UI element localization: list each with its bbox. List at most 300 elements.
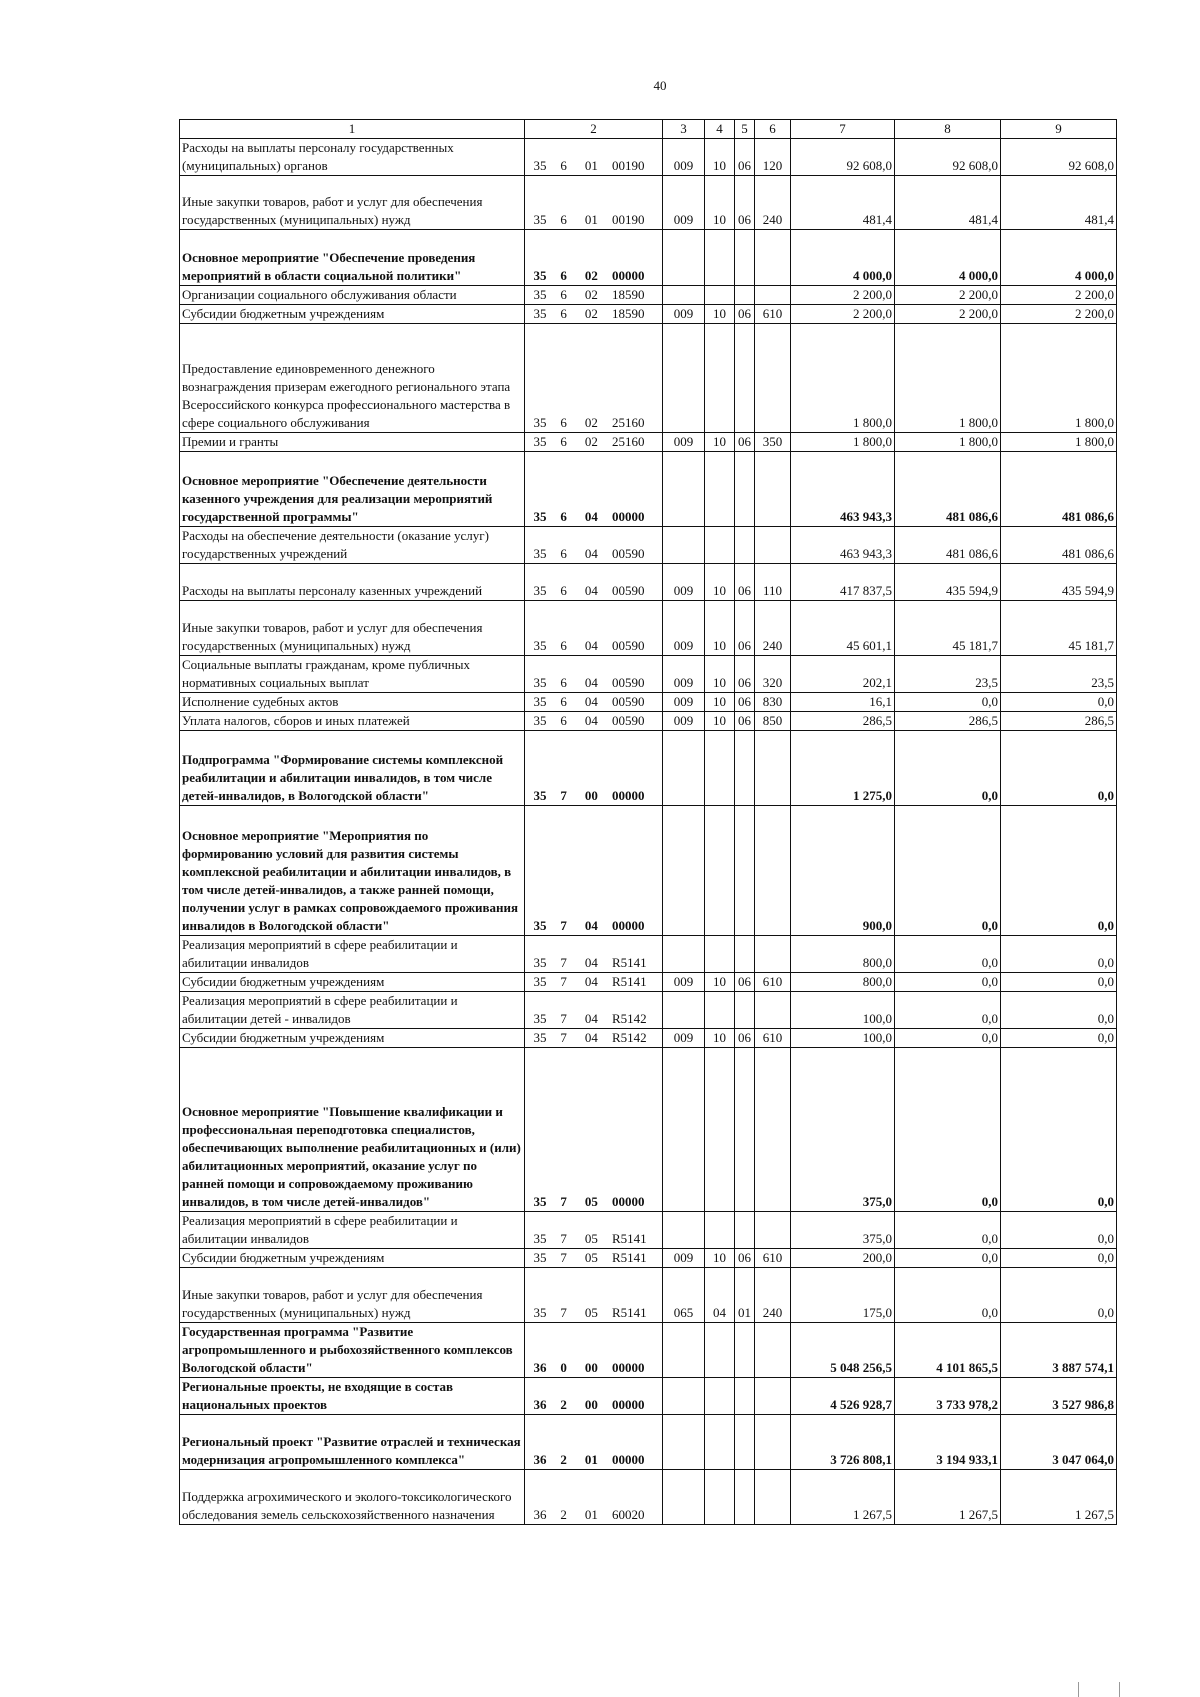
row-target-code <box>525 176 663 230</box>
row-amount-year2: 2 200,0 <box>895 286 1001 305</box>
row-target-code <box>525 564 663 601</box>
row-name: Поддержка агрохимического и эколого-токсикологического обследования земель сельскохозяйственного назначения <box>180 1470 525 1525</box>
target-code-part: 05 <box>584 1305 598 1320</box>
target-code-parts <box>525 1304 662 1322</box>
target-code-part: 00190 <box>611 158 645 173</box>
target-code-part: 00000 <box>611 509 645 524</box>
row-section: 10 <box>705 1249 735 1268</box>
target-code-part: 7 <box>560 974 567 989</box>
header-cell: 2 <box>525 120 663 139</box>
row-subsection <box>735 1415 755 1470</box>
row-section <box>705 1470 735 1525</box>
table-row <box>180 1378 1117 1415</box>
row-grbs: 009 <box>663 305 705 324</box>
row-amount-year2: 4 101 865,5 <box>895 1323 1001 1378</box>
row-amount-year2: 286,5 <box>895 712 1001 731</box>
row-amount-year1: 900,0 <box>791 806 895 936</box>
row-name: Субсидии бюджетным учреждениям <box>180 973 525 992</box>
target-code-parts <box>525 787 662 805</box>
row-amount-year3: 3 047 064,0 <box>1001 1415 1117 1470</box>
target-code-parts <box>525 545 662 563</box>
row-name: Социальные выплаты гражданам, кроме публичных нормативных социальных выплат <box>180 656 525 693</box>
row-grbs: 009 <box>663 973 705 992</box>
row-amount-year3: 45 181,7 <box>1001 601 1117 656</box>
row-name: Предоставление единовременного денежного вознаграждения призерам ежегодного регионального этапа Всероссийского конкурса профессионального мастерства в сфере социального обслуживания <box>180 324 525 433</box>
row-expense-type <box>755 1378 791 1415</box>
target-code-parts <box>525 693 662 711</box>
row-expense-type: 240 <box>755 601 791 656</box>
target-code-part: 35 <box>533 638 547 653</box>
target-code-part: 36 <box>533 1507 547 1522</box>
row-grbs <box>663 230 705 286</box>
target-code-part: 35 <box>533 212 547 227</box>
target-code-parts <box>525 508 662 526</box>
row-name: Исполнение судебных актов <box>180 693 525 712</box>
row-section: 10 <box>705 601 735 656</box>
row-section <box>705 230 735 286</box>
row-section <box>705 452 735 527</box>
target-code-part: 6 <box>560 546 567 561</box>
row-target-code <box>525 433 663 452</box>
row-amount-year1: 375,0 <box>791 1048 895 1212</box>
target-code-part: 01 <box>584 1507 598 1522</box>
row-target-code <box>525 1268 663 1323</box>
row-amount-year2: 0,0 <box>895 806 1001 936</box>
target-code-part: 02 <box>584 287 598 302</box>
target-code-parts <box>525 1359 662 1377</box>
target-code-part: 35 <box>533 974 547 989</box>
target-code-part: 00000 <box>611 918 645 933</box>
row-section <box>705 1378 735 1415</box>
row-grbs <box>663 1470 705 1525</box>
row-amount-year1: 5 048 256,5 <box>791 1323 895 1378</box>
row-subsection: 06 <box>735 305 755 324</box>
row-expense-type: 350 <box>755 433 791 452</box>
row-section: 10 <box>705 712 735 731</box>
row-subsection: 06 <box>735 601 755 656</box>
target-code-part: 04 <box>584 918 598 933</box>
target-code-part: 04 <box>584 1030 598 1045</box>
row-amount-year2: 3 733 978,2 <box>895 1378 1001 1415</box>
target-code-part: 00000 <box>611 1397 645 1412</box>
row-amount-year3: 0,0 <box>1001 1048 1117 1212</box>
header-cell: 5 <box>735 120 755 139</box>
table-row <box>180 286 1117 305</box>
row-name: Региональные проекты, не входящие в состав национальных проектов <box>180 1378 525 1415</box>
row-amount-year3: 481,4 <box>1001 176 1117 230</box>
row-amount-year2: 0,0 <box>895 1048 1001 1212</box>
target-code-part: 2 <box>560 1507 567 1522</box>
row-section <box>705 936 735 973</box>
row-subsection: 06 <box>735 564 755 601</box>
target-code-part: 35 <box>533 415 547 430</box>
row-grbs: 009 <box>663 564 705 601</box>
row-grbs: 009 <box>663 176 705 230</box>
row-amount-year1: 286,5 <box>791 712 895 731</box>
target-code-part: 7 <box>560 1011 567 1026</box>
row-name: Основное мероприятие "Обеспечение проведения мероприятий в области социальной политики" <box>180 230 525 286</box>
row-subsection <box>735 286 755 305</box>
row-amount-year3: 0,0 <box>1001 1212 1117 1249</box>
target-code-part: R5141 <box>611 1231 647 1246</box>
row-subsection <box>735 1323 755 1378</box>
row-section: 10 <box>705 693 735 712</box>
row-expense-type <box>755 806 791 936</box>
target-code-part: 35 <box>533 306 547 321</box>
row-amount-year3: 1 800,0 <box>1001 324 1117 433</box>
row-expense-type: 610 <box>755 1029 791 1048</box>
row-amount-year2: 45 181,7 <box>895 601 1001 656</box>
target-code-part: 7 <box>560 918 567 933</box>
target-code-part: 35 <box>533 918 547 933</box>
target-code-parts <box>525 637 662 655</box>
target-code-part: 00190 <box>611 212 645 227</box>
row-expense-type <box>755 1323 791 1378</box>
target-code-parts <box>525 1249 662 1267</box>
target-code-part: 36 <box>533 1360 547 1375</box>
header-cell: 8 <box>895 120 1001 139</box>
target-code-part: 00590 <box>611 583 645 598</box>
row-subsection <box>735 1212 755 1249</box>
table-row <box>180 992 1117 1029</box>
target-code-parts <box>525 433 662 451</box>
row-grbs <box>663 992 705 1029</box>
header-cell: 9 <box>1001 120 1117 139</box>
row-expense-type <box>755 324 791 433</box>
row-subsection: 06 <box>735 176 755 230</box>
target-code-part: 04 <box>584 955 598 970</box>
target-code-part: 00590 <box>611 713 645 728</box>
row-target-code <box>525 1048 663 1212</box>
row-amount-year2: 1 800,0 <box>895 324 1001 433</box>
table-row <box>180 973 1117 992</box>
row-target-code <box>525 452 663 527</box>
row-amount-year2: 4 000,0 <box>895 230 1001 286</box>
row-expense-type <box>755 1048 791 1212</box>
row-name: Реализация мероприятий в сфере реабилитации и абилитации детей - инвалидов <box>180 992 525 1029</box>
row-amount-year2: 481 086,6 <box>895 452 1001 527</box>
row-expense-type: 830 <box>755 693 791 712</box>
table-row <box>180 324 1117 433</box>
row-target-code <box>525 992 663 1029</box>
row-name: Основное мероприятие "Повышение квалификации и профессиональная переподготовка специалистов, обеспечивающих выполнение реабилитационных и (или) абилитационных мероприятий, оказание услуг по ранней помощи и сопровождаемому проживанию инвалидов, в том числе детей-инвалидов" <box>180 1048 525 1212</box>
row-expense-type <box>755 230 791 286</box>
target-code-part: 7 <box>560 1030 567 1045</box>
target-code-parts <box>525 954 662 972</box>
target-code-parts <box>525 582 662 600</box>
table-row <box>180 1470 1117 1525</box>
row-amount-year1: 463 943,3 <box>791 452 895 527</box>
row-section: 10 <box>705 656 735 693</box>
target-code-part: 6 <box>560 415 567 430</box>
row-amount-year3: 2 200,0 <box>1001 286 1117 305</box>
target-code-part: 35 <box>533 287 547 302</box>
row-name: Расходы на выплаты персоналу государственных (муниципальных) органов <box>180 139 525 176</box>
row-expense-type <box>755 731 791 806</box>
row-grbs <box>663 806 705 936</box>
row-section: 10 <box>705 564 735 601</box>
target-code-part: 6 <box>560 638 567 653</box>
row-amount-year3: 0,0 <box>1001 1249 1117 1268</box>
row-amount-year1: 1 800,0 <box>791 324 895 433</box>
row-amount-year3: 2 200,0 <box>1001 305 1117 324</box>
row-expense-type <box>755 1415 791 1470</box>
row-section <box>705 527 735 564</box>
target-code-part: 35 <box>533 158 547 173</box>
row-amount-year3: 0,0 <box>1001 693 1117 712</box>
table-row <box>180 1029 1117 1048</box>
table-row <box>180 230 1117 286</box>
table-row <box>180 656 1117 693</box>
target-code-part: 01 <box>584 1452 598 1467</box>
row-subsection: 06 <box>735 656 755 693</box>
target-code-part: 35 <box>533 788 547 803</box>
row-subsection: 06 <box>735 433 755 452</box>
row-amount-year2: 435 594,9 <box>895 564 1001 601</box>
row-expense-type: 320 <box>755 656 791 693</box>
row-subsection <box>735 806 755 936</box>
row-amount-year3: 0,0 <box>1001 806 1117 936</box>
row-expense-type: 610 <box>755 305 791 324</box>
target-code-part: 6 <box>560 694 567 709</box>
row-amount-year3: 1 800,0 <box>1001 433 1117 452</box>
target-code-part: 00000 <box>611 788 645 803</box>
row-grbs <box>663 936 705 973</box>
row-expense-type: 240 <box>755 176 791 230</box>
target-code-part: 2 <box>560 1397 567 1412</box>
row-amount-year2: 1 800,0 <box>895 433 1001 452</box>
row-name: Уплата налогов, сборов и иных платежей <box>180 712 525 731</box>
target-code-part: 01 <box>584 212 598 227</box>
table-row <box>180 731 1117 806</box>
row-amount-year2: 0,0 <box>895 1249 1001 1268</box>
row-amount-year2: 0,0 <box>895 1212 1001 1249</box>
row-section: 04 <box>705 1268 735 1323</box>
row-target-code <box>525 305 663 324</box>
row-target-code <box>525 1415 663 1470</box>
header-cell: 1 <box>180 120 525 139</box>
scan-edge-mark <box>1078 1682 1120 1697</box>
row-subsection <box>735 527 755 564</box>
row-name: Реализация мероприятий в сфере реабилитации и абилитации инвалидов <box>180 936 525 973</box>
row-subsection: 06 <box>735 1029 755 1048</box>
target-code-parts <box>525 1029 662 1047</box>
row-expense-type <box>755 992 791 1029</box>
row-section: 10 <box>705 973 735 992</box>
row-amount-year1: 16,1 <box>791 693 895 712</box>
row-grbs <box>663 1212 705 1249</box>
row-amount-year1: 92 608,0 <box>791 139 895 176</box>
row-expense-type <box>755 1470 791 1525</box>
target-code-part: 6 <box>560 434 567 449</box>
page-number: 40 <box>653 78 667 93</box>
row-section <box>705 1323 735 1378</box>
target-code-part: 35 <box>533 1305 547 1320</box>
row-name: Субсидии бюджетным учреждениям <box>180 1249 525 1268</box>
row-target-code <box>525 731 663 806</box>
target-code-part: 35 <box>533 694 547 709</box>
row-amount-year1: 175,0 <box>791 1268 895 1323</box>
target-code-parts <box>525 674 662 692</box>
row-amount-year3: 0,0 <box>1001 992 1117 1029</box>
target-code-part: 0 <box>560 1360 567 1375</box>
row-amount-year2: 481 086,6 <box>895 527 1001 564</box>
row-section <box>705 1415 735 1470</box>
target-code-part: 35 <box>533 713 547 728</box>
row-section <box>705 324 735 433</box>
table-row <box>180 1323 1117 1378</box>
row-name: Субсидии бюджетным учреждениям <box>180 1029 525 1048</box>
row-amount-year3: 92 608,0 <box>1001 139 1117 176</box>
target-code-part: 7 <box>560 1194 567 1209</box>
row-expense-type <box>755 936 791 973</box>
row-name: Иные закупки товаров, работ и услуг для обеспечения государственных (муниципальных) нужд <box>180 601 525 656</box>
row-expense-type <box>755 527 791 564</box>
row-subsection: 06 <box>735 712 755 731</box>
row-amount-year2: 2 200,0 <box>895 305 1001 324</box>
row-target-code <box>525 230 663 286</box>
row-target-code <box>525 1029 663 1048</box>
row-amount-year3: 0,0 <box>1001 1029 1117 1048</box>
row-target-code <box>525 656 663 693</box>
row-section <box>705 992 735 1029</box>
target-code-part: 6 <box>560 713 567 728</box>
target-code-parts <box>525 414 662 432</box>
row-amount-year1: 202,1 <box>791 656 895 693</box>
row-grbs <box>663 452 705 527</box>
row-subsection: 06 <box>735 1249 755 1268</box>
row-amount-year2: 0,0 <box>895 936 1001 973</box>
table-row <box>180 1268 1117 1323</box>
target-code-part: 35 <box>533 1250 547 1265</box>
target-code-parts <box>525 157 662 175</box>
row-amount-year2: 0,0 <box>895 992 1001 1029</box>
row-grbs <box>663 1323 705 1378</box>
row-section <box>705 806 735 936</box>
row-target-code <box>525 1249 663 1268</box>
row-target-code <box>525 973 663 992</box>
row-section: 10 <box>705 305 735 324</box>
row-amount-year1: 2 200,0 <box>791 286 895 305</box>
table-row <box>180 176 1117 230</box>
row-grbs: 009 <box>663 656 705 693</box>
target-code-part: 01 <box>584 158 598 173</box>
target-code-part: 7 <box>560 1305 567 1320</box>
row-amount-year1: 1 800,0 <box>791 433 895 452</box>
target-code-part: 7 <box>560 1250 567 1265</box>
row-amount-year2: 0,0 <box>895 731 1001 806</box>
table-row <box>180 806 1117 936</box>
target-code-parts <box>525 1193 662 1211</box>
row-subsection <box>735 1470 755 1525</box>
target-code-parts <box>525 286 662 304</box>
row-expense-type: 850 <box>755 712 791 731</box>
table-row <box>180 564 1117 601</box>
row-amount-year1: 100,0 <box>791 1029 895 1048</box>
row-grbs: 009 <box>663 139 705 176</box>
target-code-part: 02 <box>584 268 598 283</box>
target-code-parts <box>525 267 662 285</box>
row-amount-year3: 0,0 <box>1001 936 1117 973</box>
target-code-parts <box>525 917 662 935</box>
row-target-code <box>525 712 663 731</box>
row-amount-year3: 1 267,5 <box>1001 1470 1117 1525</box>
header-cell: 6 <box>755 120 791 139</box>
row-section: 10 <box>705 1029 735 1048</box>
target-code-part: 6 <box>560 212 567 227</box>
row-amount-year1: 375,0 <box>791 1212 895 1249</box>
row-amount-year3: 0,0 <box>1001 1268 1117 1323</box>
target-code-part: 6 <box>560 158 567 173</box>
row-grbs <box>663 1415 705 1470</box>
row-amount-year1: 4 526 928,7 <box>791 1378 895 1415</box>
row-amount-year1: 45 601,1 <box>791 601 895 656</box>
row-amount-year1: 481,4 <box>791 176 895 230</box>
row-name: Основное мероприятие "Обеспечение деятельности казенного учреждения для реализации мероприятий государственной программы" <box>180 452 525 527</box>
row-name: Субсидии бюджетным учреждениям <box>180 305 525 324</box>
target-code-part: 00 <box>584 1397 598 1412</box>
row-expense-type: 120 <box>755 139 791 176</box>
target-code-part: 00000 <box>611 1194 645 1209</box>
row-grbs: 009 <box>663 693 705 712</box>
target-code-parts <box>525 1451 662 1469</box>
target-code-part: 04 <box>584 713 598 728</box>
row-section: 10 <box>705 139 735 176</box>
target-code-part: 04 <box>584 509 598 524</box>
target-code-part: 35 <box>533 675 547 690</box>
row-amount-year1: 800,0 <box>791 936 895 973</box>
target-code-part: R5141 <box>611 1250 647 1265</box>
target-code-part: 25160 <box>611 415 645 430</box>
table-row <box>180 139 1117 176</box>
row-grbs: 009 <box>663 433 705 452</box>
target-code-part: 7 <box>560 788 567 803</box>
row-amount-year2: 23,5 <box>895 656 1001 693</box>
target-code-part: 35 <box>533 434 547 449</box>
target-code-part: 7 <box>560 1231 567 1246</box>
target-code-part: R5141 <box>611 955 647 970</box>
row-section <box>705 731 735 806</box>
header-cell: 4 <box>705 120 735 139</box>
target-code-part: 6 <box>560 268 567 283</box>
target-code-part: 60020 <box>611 1507 645 1522</box>
target-code-part: 04 <box>584 638 598 653</box>
target-code-part: 05 <box>584 1250 598 1265</box>
row-subsection <box>735 324 755 433</box>
row-subsection: 06 <box>735 693 755 712</box>
row-amount-year3: 3 887 574,1 <box>1001 1323 1117 1378</box>
row-target-code <box>525 1470 663 1525</box>
table-row <box>180 1048 1117 1212</box>
row-name: Государственная программа "Развитие агропромышленного и рыбохозяйственного комплексов Вологодской области" <box>180 1323 525 1378</box>
target-code-part: 05 <box>584 1231 598 1246</box>
target-code-part: 02 <box>584 415 598 430</box>
target-code-parts <box>525 1010 662 1028</box>
row-name: Подпрограмма "Формирование системы комплексной реабилитации и абилитации инвалидов, в том числе детей-инвалидов, в Вологодской области" <box>180 731 525 806</box>
target-code-part: 36 <box>533 1452 547 1467</box>
row-amount-year2: 0,0 <box>895 693 1001 712</box>
row-name: Основное мероприятие "Мероприятия по формированию условий для развития системы комплексной реабилитации и абилитации инвалидов, в том числе детей-инвалидов, а также ранней помощи, получении услуг в рамках сопровождаемого проживания инвалидов в Вологодской области" <box>180 806 525 936</box>
table-row <box>180 452 1117 527</box>
row-target-code <box>525 936 663 973</box>
row-amount-year3: 3 527 986,8 <box>1001 1378 1117 1415</box>
target-code-parts <box>525 211 662 229</box>
target-code-part: 04 <box>584 694 598 709</box>
row-amount-year3: 481 086,6 <box>1001 527 1117 564</box>
row-section <box>705 286 735 305</box>
target-code-part: R5141 <box>611 1305 647 1320</box>
target-code-part: 18590 <box>611 306 645 321</box>
